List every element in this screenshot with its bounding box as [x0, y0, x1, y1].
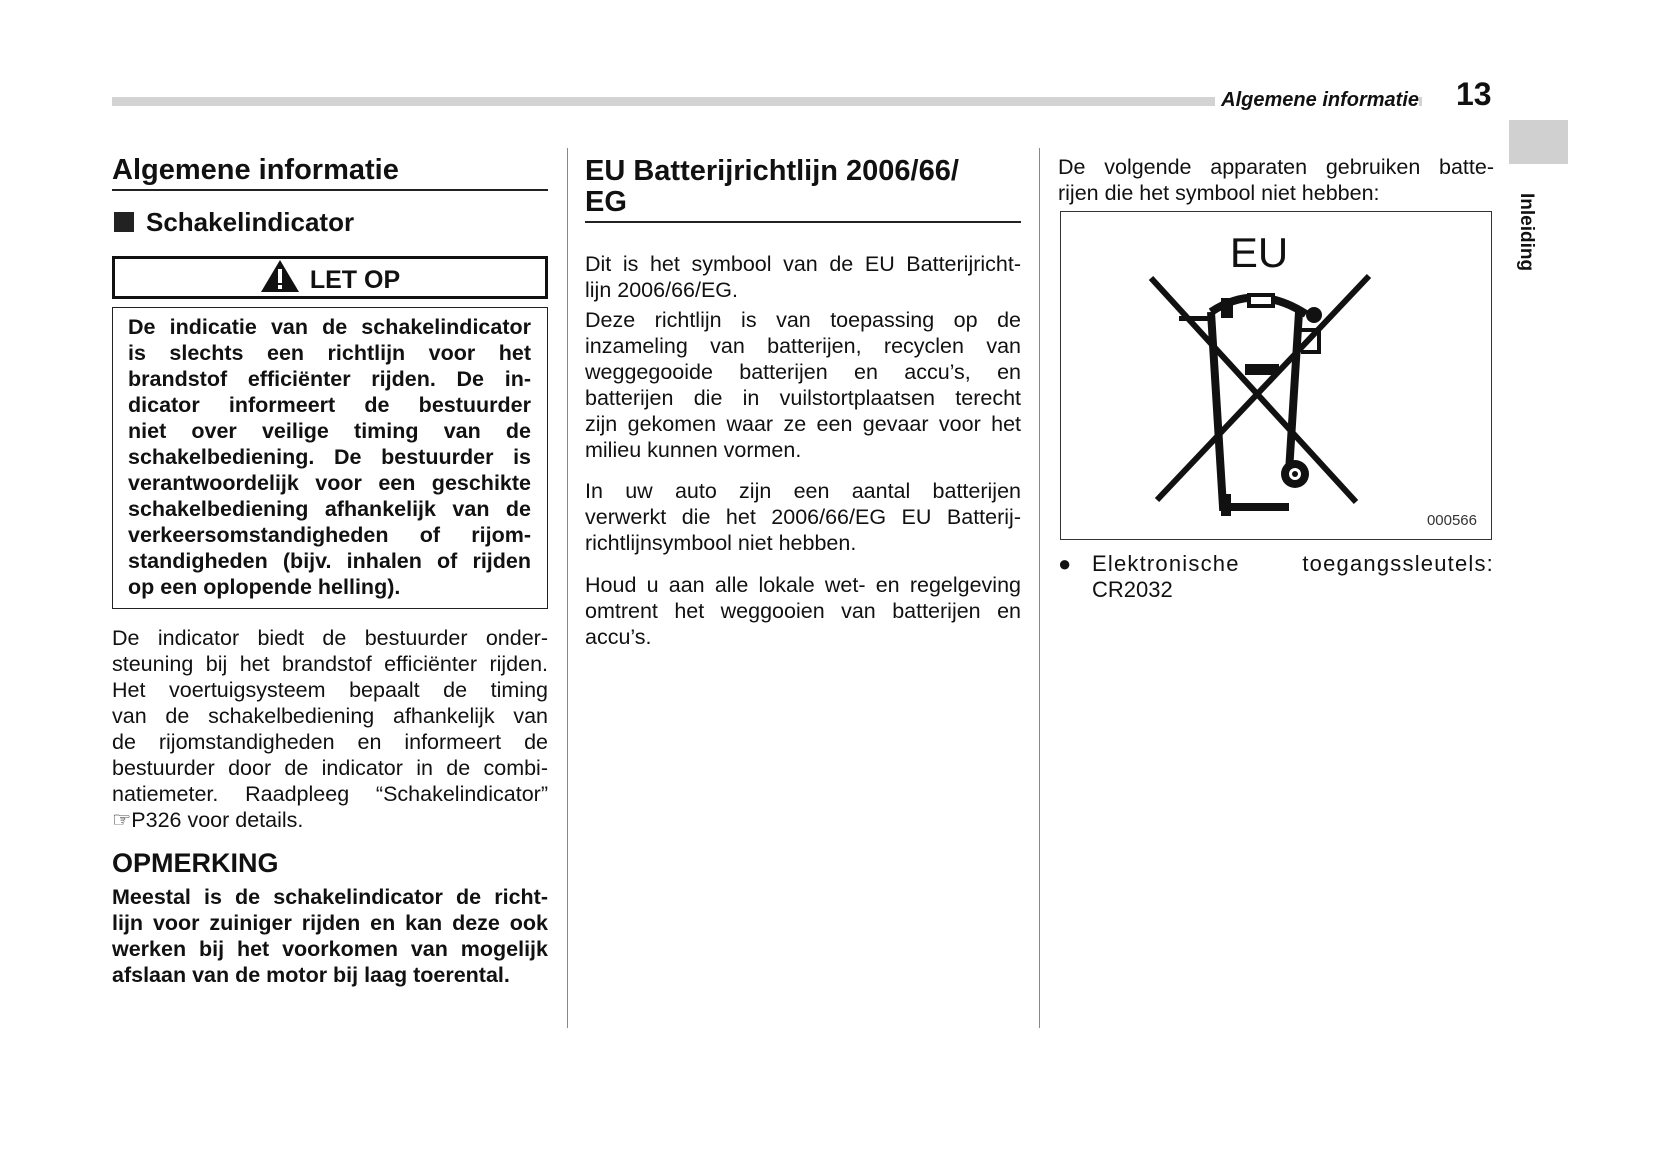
square-bullet-icon — [114, 212, 134, 232]
heading-rule — [112, 189, 548, 191]
text-line: Meestal is de schakelindicator de richt- — [112, 885, 548, 909]
paragraph — [585, 478, 1021, 556]
column-divider — [567, 148, 568, 1028]
text-line: Houd u aan alle lokale wet- en regelgeving — [585, 573, 1021, 597]
body-text — [112, 625, 548, 833]
note-text — [112, 884, 548, 988]
note-heading: OPMERKING — [112, 848, 279, 878]
warning-triangle-icon — [260, 259, 300, 293]
text-line: inzameling van batterijen, recyclen van — [585, 334, 1021, 358]
text-line: lijn 2006/66/EG. — [585, 278, 738, 302]
text-line: standigheden (bijv. inhalen of rijden — [128, 549, 531, 573]
text-line: richtlijnsymbool niet hebben. — [585, 531, 857, 555]
bullet-line: Elektronische toegangssleutels: — [1092, 551, 1494, 576]
heading-line: EG — [585, 186, 627, 218]
text-line: ☞P326 voor details. — [112, 808, 304, 832]
text-line: is slechts een richtlijn voor het — [128, 341, 531, 365]
caution-label: LET OP — [309, 266, 401, 294]
text-line: steuning bij het brandstof efficiënter rijden. — [112, 652, 548, 676]
text-line: van de schakelbediening afhankelijk van — [112, 704, 548, 728]
paragraph — [585, 307, 1021, 463]
text-line: De indicator biedt de bestuurder onder- — [112, 626, 548, 650]
text-line: rijen die het symbool niet hebben: — [1058, 181, 1380, 205]
text-line: De volgende apparaten gebruiken batte- — [1058, 155, 1494, 179]
text-line: Dit is het symbool van de EU Batterijricht- — [585, 252, 1021, 276]
crossed-bin-icon — [1061, 212, 1491, 539]
bullet-line: CR2032 — [1092, 577, 1173, 602]
side-tab-label: Inleiding — [1516, 193, 1537, 272]
side-tab — [1509, 120, 1568, 164]
heading-line: EU Batterijrichtlijn 2006/66/ — [585, 155, 959, 187]
text-line: Het voertuigsysteem bepaalt de timing — [112, 678, 548, 702]
text-line: werken bij het voorkomen van mogelijk — [112, 937, 548, 961]
subheading — [114, 207, 354, 238]
text-line: brandstof efficiënter rijden. De in- — [128, 367, 531, 391]
bullet-dot-icon: ● — [1058, 551, 1072, 576]
section-heading-eu — [585, 156, 959, 218]
section-heading: Algemene informatie — [112, 154, 399, 186]
running-header: Algemene informatie — [1215, 89, 1419, 112]
text-line: niet over veilige timing van de — [128, 419, 531, 443]
text-line: Deze richtlijn is van toepassing op de — [585, 308, 1021, 332]
text-line: schakelbediening. De bestuurder is — [128, 445, 531, 469]
text-line: verkeersomstandigheden of rijom- — [128, 523, 531, 547]
eu-label: EU — [1229, 229, 1289, 276]
page-number: 13 — [1456, 76, 1492, 112]
text-line: zijn gekomen waar ze een gevaar voor het — [585, 412, 1021, 436]
intro-text — [1058, 154, 1494, 206]
text-line: afslaan van de motor bij laag toerental. — [112, 963, 510, 987]
paragraph — [585, 251, 1021, 303]
text-line: schakelbediening afhankelijk van de — [128, 497, 531, 521]
text-line: weggegooide batterijen en accu’s, en — [585, 360, 1021, 384]
text-line: bestuurder door de indicator in de combi- — [112, 756, 548, 780]
text-line: In uw auto zijn een aantal batterijen — [585, 479, 1021, 503]
subheading-text: Schakelindicator — [146, 207, 355, 237]
column-divider — [1039, 148, 1040, 1028]
text-line: batterijen die in vuilstortplaatsen terecht — [585, 386, 1021, 410]
heading-rule — [585, 221, 1021, 223]
text-line: natiemeter. Raadpleeg “Schakelindicator” — [112, 782, 548, 806]
text-line: verantwoordelijk voor een geschikte — [128, 471, 531, 495]
text-line: de rijomstandigheden en informeert de — [112, 730, 548, 754]
text-line: omtrent het weggooien van batterijen en — [585, 599, 1021, 623]
text-line: accu’s. — [585, 625, 652, 649]
bullet-item — [1058, 551, 1494, 603]
text-line: op een oplopende helling). — [128, 575, 401, 599]
paragraph — [585, 572, 1021, 650]
caution-header — [112, 256, 548, 299]
text-line: lijn voor zuiniger rijden en kan deze ook — [112, 911, 548, 935]
figure-code: 000566 — [1426, 512, 1477, 529]
text-line: verwerkt die het 2006/66/EG EU Batterij- — [585, 505, 1021, 529]
caution-text — [128, 314, 531, 600]
text-line: De indicatie van de schakelindicator — [128, 315, 531, 339]
text-line: dicator informeert de bestuurder — [128, 393, 531, 417]
eu-battery-figure — [1060, 211, 1492, 540]
text-line: milieu kunnen vormen. — [585, 438, 802, 462]
